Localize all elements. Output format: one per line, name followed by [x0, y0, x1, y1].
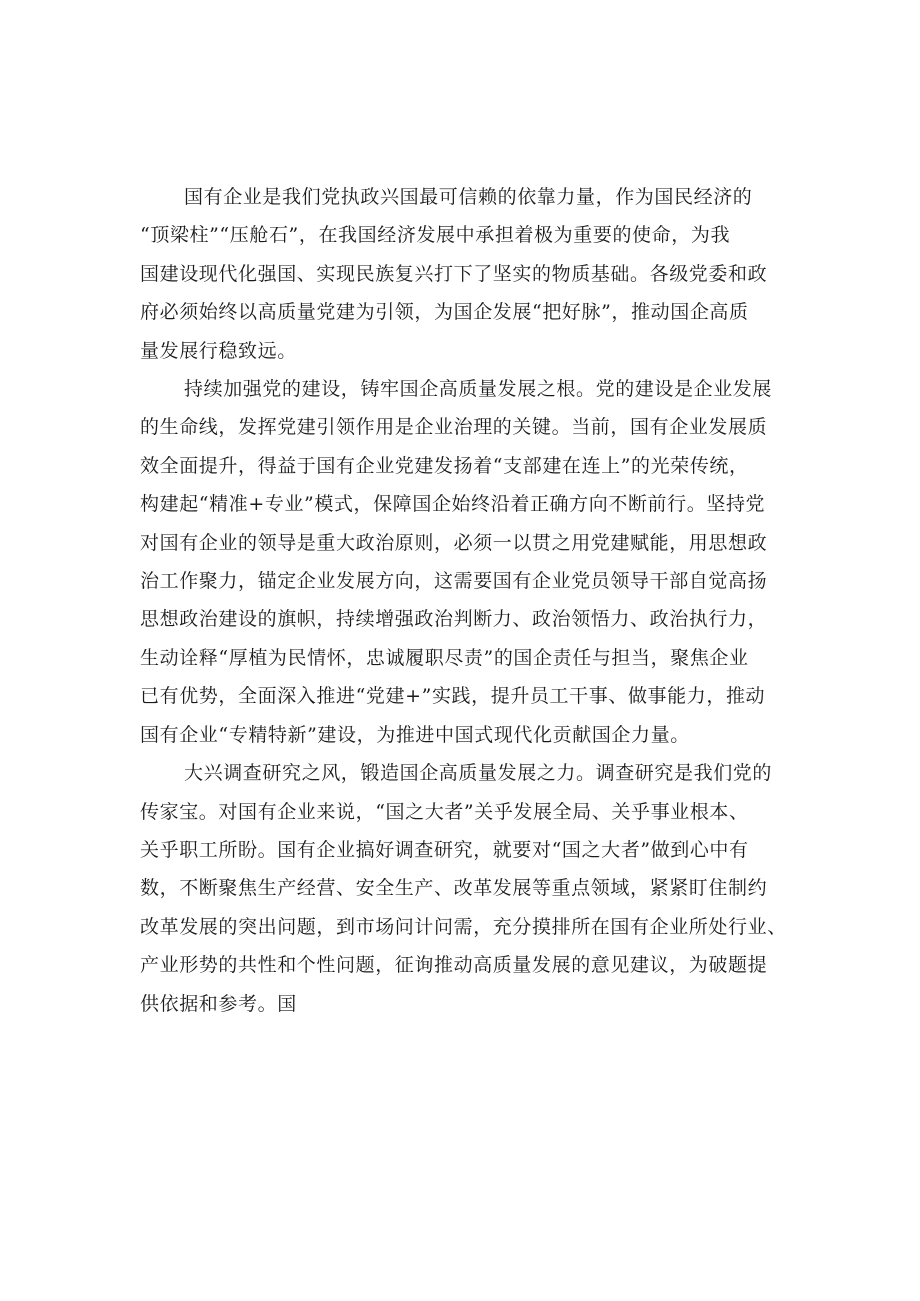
text-line: 思想政治建设的旗帜，持续增强政治判断力、政治领悟力、政治执行力，: [140, 608, 768, 631]
text-line: 数，不断聚焦生产经营、安全生产、改革发展等重点领域，紧紧盯住制约: [140, 877, 768, 900]
text-line: 改革发展的突出问题，到市场问计问需，充分摸排所在国有企业所处行业、: [140, 915, 787, 938]
text-line: 国有企业是我们党执政兴国最可信赖的依靠力量，作为国民经济的: [184, 186, 753, 208]
article-body: [140, 178, 800, 1023]
text-line: 对国有企业的领导是重大政治原则，必须一以贯之用党建赋能，用思想政: [140, 531, 768, 554]
paragraph-party-building: [140, 370, 800, 754]
text-line: 已有优势，全面深入推进“党建+”实践，提升员工干事、做事能力，推动: [140, 685, 766, 708]
text-line: 持续加强党的建设，铸牢国企高质量发展之根。党的建设是企业发展: [184, 378, 773, 401]
text-line: 供依据和参考。国: [140, 992, 297, 1015]
paragraph-state-enterprises-intro: [140, 178, 800, 370]
text-line: 国有企业“专精特新”建设，为推进中国式现代化贡献国企力量。: [140, 723, 690, 746]
paragraph-research: [140, 754, 800, 1023]
text-line: 生动诠释“厚植为民情怀，忠诚履职尽责”的国企责任与担当，聚焦企业: [140, 646, 749, 669]
text-line: 量发展行稳致远。: [140, 339, 297, 362]
text-line: 构建起“精准+专业”模式，保障国企始终沿着正确方向不断前行。坚持党: [140, 493, 766, 516]
text-line: 大兴调查研究之风，锻造国企高质量发展之力。调查研究是我们党的: [184, 762, 773, 785]
text-line: 的生命线，发挥党建引领作用是企业治理的关键。当前，国有企业发展质: [140, 416, 768, 439]
text-line: 治工作聚力，锚定企业发展方向，这需要国有企业党员领导干部自觉高扬: [140, 570, 768, 593]
text-line: 关乎职工所盼。国有企业搞好调查研究，就要对“国之大者”做到心中有: [140, 838, 749, 861]
text-line: 传家宝。对国有企业来说，“国之大者”关乎发展全局、关乎事业根本、: [140, 800, 749, 823]
text-line: 产业形势的共性和个性问题，征询推动高质量发展的意见建议，为破题提: [140, 954, 768, 977]
text-line: 府必须始终以高质量党建为引领，为国企发展“把好脉”，推动国企高质: [140, 301, 749, 324]
text-line: “顶梁柱”“压舱石”，在我国经济发展中承担着极为重要的使命，为我: [140, 224, 731, 247]
text-line: 效全面提升，得益于国有企业党建发扬着“支部建在连上”的光荣传统，: [140, 454, 749, 477]
text-line: 国建设现代化强国、实现民族复兴打下了坚实的物质基础。各级党委和政: [140, 262, 768, 285]
